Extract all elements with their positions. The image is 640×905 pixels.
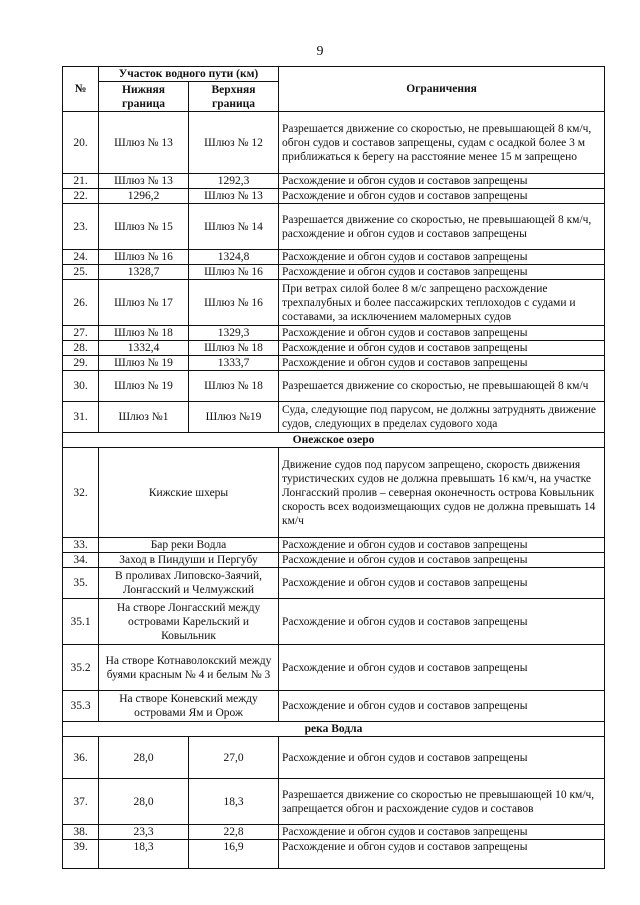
row-lower-boundary: 1332,4 xyxy=(99,341,189,356)
row-number: 35.2 xyxy=(63,645,99,691)
table-row xyxy=(63,265,605,280)
row-number: 35.3 xyxy=(63,691,99,722)
row-restriction: Расхождение и обгон судов и составов запрещены xyxy=(279,538,605,553)
table-row xyxy=(63,645,605,691)
row-restriction: Расхождение и обгон судов и составов запрещены xyxy=(279,737,605,779)
row-lower-boundary: Шлюз №1 xyxy=(99,402,189,433)
table-row xyxy=(63,250,605,265)
table-row xyxy=(63,341,605,356)
row-upper-boundary: 18,3 xyxy=(189,779,279,825)
row-number: 39. xyxy=(63,840,99,869)
header-upper-boundary: Верхняя граница xyxy=(189,82,279,112)
table-row xyxy=(63,538,605,553)
table-row xyxy=(63,326,605,341)
row-lower-boundary: 18,3 xyxy=(99,840,189,869)
row-restriction: Расхождение и обгон судов и составов запрещены xyxy=(279,356,605,371)
table-header xyxy=(63,67,605,112)
row-lower-boundary: Шлюз № 19 xyxy=(99,356,189,371)
header-lower-boundary: Нижняя граница xyxy=(99,82,189,112)
row-upper-boundary: Шлюз № 18 xyxy=(189,371,279,402)
row-number: 36. xyxy=(63,737,99,779)
row-restriction: Разрешается движение со скоростью не превышающей 10 км/ч, запрещается обгон и расхождение судов и составов xyxy=(279,779,605,825)
row-upper-boundary: Шлюз №19 xyxy=(189,402,279,433)
row-number: 21. xyxy=(63,174,99,189)
row-number: 20. xyxy=(63,112,99,174)
table-row xyxy=(63,448,605,538)
table-row xyxy=(63,402,605,433)
row-upper-boundary: 1333,7 xyxy=(189,356,279,371)
row-lower-boundary: Шлюз № 13 xyxy=(99,174,189,189)
row-place: На створе Котнаволокский между буями красным № 4 и белым № 3 xyxy=(99,645,279,691)
row-restriction: Расхождение и обгон судов и составов запрещены xyxy=(279,553,605,568)
row-restriction: Расхождение и обгон судов и составов запрещены xyxy=(279,174,605,189)
table-row xyxy=(63,691,605,722)
table-row xyxy=(63,599,605,645)
row-upper-boundary: Шлюз № 14 xyxy=(189,204,279,250)
row-number: 23. xyxy=(63,204,99,250)
row-restriction: Расхождение и обгон судов и составов запрещены xyxy=(279,265,605,280)
row-restriction: Разрешается движение со скоростью, не превышающей 8 км/ч, расхождение и обгон судов и составов запрещены xyxy=(279,204,605,250)
row-restriction: Движение судов под парусом запрещено, скорость движения туристических судов не должна превышать 16 км/ч, на участке Лонгасский пролив – северная оконечность острова Ковыльник скорость всех водоизмещающих судов не должна превышать 14 км/ч xyxy=(279,448,605,538)
row-restriction: Расхождение и обгон судов и составов запрещены xyxy=(279,568,605,599)
table-row xyxy=(63,356,605,371)
row-upper-boundary: Шлюз № 13 xyxy=(189,189,279,204)
row-upper-boundary: 16,9 xyxy=(189,840,279,869)
table-row xyxy=(63,280,605,326)
table-row xyxy=(63,737,605,779)
row-number: 32. xyxy=(63,448,99,538)
header-restrictions: Ограничения xyxy=(279,67,605,112)
row-place: Заход в Пиндуши и Пергубу xyxy=(99,553,279,568)
row-number: 33. xyxy=(63,538,99,553)
section-title: река Водла xyxy=(63,722,605,737)
row-lower-boundary: 1296,2 xyxy=(99,189,189,204)
row-upper-boundary: Шлюз № 12 xyxy=(189,112,279,174)
row-upper-boundary: 1329,3 xyxy=(189,326,279,341)
row-number: 24. xyxy=(63,250,99,265)
row-restriction: Расхождение и обгон судов и составов запрещены xyxy=(279,691,605,722)
row-number: 30. xyxy=(63,371,99,402)
row-lower-boundary: 23,3 xyxy=(99,825,189,840)
row-restriction: Суда, следующие под парусом, не должны затруднять движение судов, следующих в пределах судового хода xyxy=(279,402,605,433)
row-restriction: Разрешается движение со скоростью, не превышающей 8 км/ч, обгон судов и составов запрещены, судам с осадкой более 3 м приближаться к берегу на расстояние менее 15 м запрещено xyxy=(279,112,605,174)
row-restriction: Расхождение и обгон судов и составов запрещены xyxy=(279,341,605,356)
row-number: 25. xyxy=(63,265,99,280)
row-lower-boundary: Шлюз № 16 xyxy=(99,250,189,265)
table-row xyxy=(63,204,605,250)
row-place: Бар реки Водла xyxy=(99,538,279,553)
section-row xyxy=(63,722,605,737)
row-restriction: Разрешается движение со скоростью, не превышающей 8 км/ч xyxy=(279,371,605,402)
table-row xyxy=(63,553,605,568)
row-place: На створе Коневский между островами Ям и Орож xyxy=(99,691,279,722)
row-upper-boundary: Шлюз № 16 xyxy=(189,265,279,280)
row-restriction: Расхождение и обгон судов и составов запрещены xyxy=(279,840,605,869)
row-upper-boundary: 22,8 xyxy=(189,825,279,840)
row-lower-boundary: Шлюз № 19 xyxy=(99,371,189,402)
row-number: 26. xyxy=(63,280,99,326)
row-lower-boundary: Шлюз № 13 xyxy=(99,112,189,174)
row-restriction: Расхождение и обгон судов и составов запрещены xyxy=(279,250,605,265)
row-number: 34. xyxy=(63,553,99,568)
row-number: 38. xyxy=(63,825,99,840)
row-lower-boundary: Шлюз № 18 xyxy=(99,326,189,341)
section-row xyxy=(63,433,605,448)
table-row xyxy=(63,189,605,204)
table-row xyxy=(63,174,605,189)
row-number: 28. xyxy=(63,341,99,356)
row-number: 37. xyxy=(63,779,99,825)
table-body xyxy=(63,112,605,869)
row-lower-boundary: 28,0 xyxy=(99,779,189,825)
table-row xyxy=(63,568,605,599)
row-lower-boundary: 1328,7 xyxy=(99,265,189,280)
row-number: 27. xyxy=(63,326,99,341)
row-lower-boundary: 28,0 xyxy=(99,737,189,779)
row-upper-boundary: 1292,3 xyxy=(189,174,279,189)
row-lower-boundary: Шлюз № 17 xyxy=(99,280,189,326)
row-restriction: При ветрах силой более 8 м/с запрещено расхождение трехпалубных и более пассажирских теплоходов с судами и составами, за исключением маломерных судов xyxy=(279,280,605,326)
row-place: На створе Лонгасский между островами Карельский и Ковыльник xyxy=(99,599,279,645)
table-row xyxy=(63,825,605,840)
section-title: Онежское озеро xyxy=(63,433,605,448)
table-row xyxy=(63,840,605,869)
header-waterway-section: Участок водного пути (км) xyxy=(99,67,279,82)
row-restriction: Расхождение и обгон судов и составов запрещены xyxy=(279,825,605,840)
restrictions-table xyxy=(62,66,605,869)
row-place: В проливах Липовско-Заячий, Лонгасский и Челмужский xyxy=(99,568,279,599)
row-upper-boundary: Шлюз № 18 xyxy=(189,341,279,356)
row-upper-boundary: Шлюз № 16 xyxy=(189,280,279,326)
row-number: 35.1 xyxy=(63,599,99,645)
table-row xyxy=(63,112,605,174)
row-number: 35. xyxy=(63,568,99,599)
row-number: 22. xyxy=(63,189,99,204)
row-upper-boundary: 1324,8 xyxy=(189,250,279,265)
row-place: Кижские шхеры xyxy=(99,448,279,538)
header-number: № xyxy=(63,67,99,112)
page-number: 9 xyxy=(316,44,324,59)
row-number: 29. xyxy=(63,356,99,371)
row-restriction: Расхождение и обгон судов и составов запрещены xyxy=(279,645,605,691)
row-lower-boundary: Шлюз № 15 xyxy=(99,204,189,250)
row-restriction: Расхождение и обгон судов и составов запрещены xyxy=(279,189,605,204)
table-row xyxy=(63,779,605,825)
row-upper-boundary: 27,0 xyxy=(189,737,279,779)
row-restriction: Расхождение и обгон судов и составов запрещены xyxy=(279,599,605,645)
table-row xyxy=(63,371,605,402)
row-restriction: Расхождение и обгон судов и составов запрещены xyxy=(279,326,605,341)
row-number: 31. xyxy=(63,402,99,433)
